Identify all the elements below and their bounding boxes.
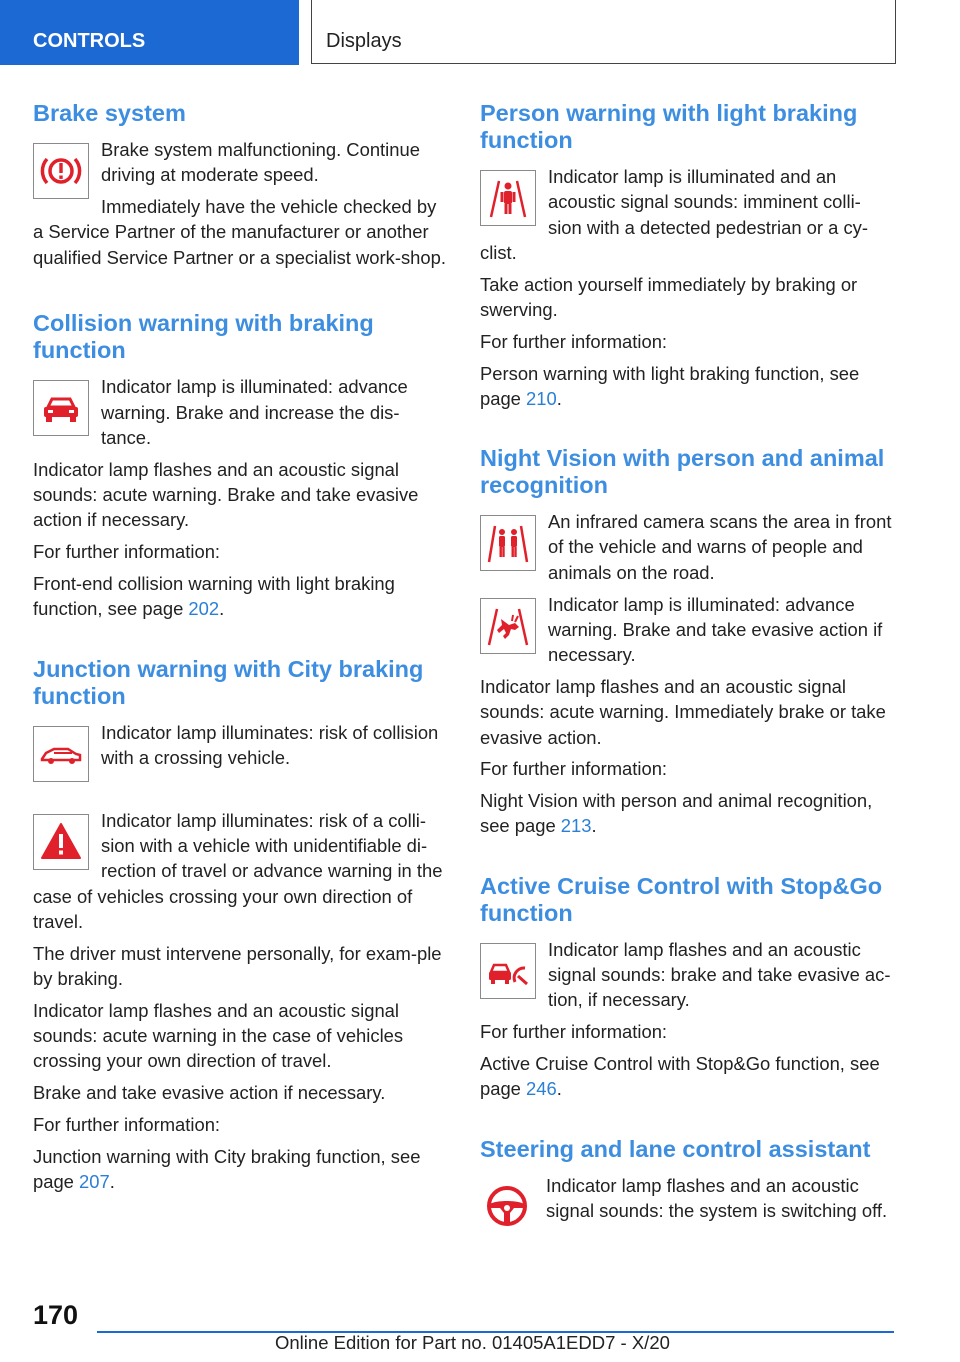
junction-warning-text-2: Indicator lamp illuminates: risk of a colli-sion with a vehicle with unidentifiable di-rection of travel or advance warning in the case of vehicles crossing your own direction of travel. [33, 809, 443, 932]
steering-wheel-icon [480, 1179, 534, 1233]
page-link-202[interactable]: 202 [188, 598, 220, 620]
left-column [33, 100, 447, 1228]
section-junction-warning [33, 656, 447, 1195]
warning-triangle-icon [33, 814, 89, 870]
cruise-control-warning-icon [480, 943, 536, 999]
animal-detection-icon [480, 598, 536, 654]
car-front-warning-icon [33, 380, 89, 436]
crossing-car-icon [33, 726, 89, 782]
active-cruise-control-text-1: Indicator lamp flashes and an acoustic signal sounds: brake and take evasive ac-tion, if necessary. [548, 938, 891, 1011]
junction-warning-text-4: Indicator lamp flashes and an acoustic signal sounds: acute warning in the case of vehicles crossing your own direction of travel. [33, 999, 404, 1072]
night-vision-text-2: Indicator lamp is illuminated: advance warning. Brake and take evasive action if necessary. [548, 593, 883, 666]
junction-warning-heading: Junction warning with City braking function [33, 655, 424, 709]
section-active-cruise-control [480, 873, 894, 1102]
person-warning-text-3: For further information: [480, 330, 668, 352]
person-warning-text-1: Indicator lamp is illuminated and an acoustic signal sounds: imminent colli-sion with a detected pedestrian or a cy-clist. [480, 166, 868, 263]
night-vision-text-4: For further information: [480, 758, 668, 780]
people-detection-icon [480, 515, 536, 571]
section-person-warning [480, 100, 894, 411]
collision-warning-text-3: For further information: [33, 541, 221, 563]
section-collision-warning [33, 310, 447, 621]
junction-warning-text-7: Junction warning with City braking function, see page 207. [33, 1145, 421, 1193]
page-link-207[interactable]: 207 [79, 1171, 110, 1193]
active-cruise-control-text-2: For further information: [480, 1021, 668, 1043]
junction-warning-text-3: The driver must intervene personally, for exam-ple by braking. [33, 942, 442, 989]
page-number: 170 [33, 1300, 79, 1330]
person-warning-text-2: Take action yourself immediately by braking or swerving. [480, 273, 858, 320]
person-warning-heading: Person warning with light braking function [480, 100, 858, 153]
section-brake-system [33, 100, 447, 276]
collision-warning-text-1: Indicator lamp is illuminated: advance warning. Brake and increase the dis-tance. [101, 376, 408, 449]
night-vision-text-1: An infrared camera scans the area in front of the vehicle and warns of people and animals on the road. [548, 511, 892, 583]
collision-warning-text-2: Indicator lamp flashes and an acoustic signal sounds: acute warning. Brake and take evasive action if necessary. [33, 458, 419, 531]
pedestrian-warning-icon [480, 170, 536, 226]
steering-assistant-text-1: Indicator lamp flashes and an acoustic signal sounds: the system is switching off. [546, 1174, 888, 1221]
collision-warning-heading: Collision warning with braking function [33, 310, 374, 364]
night-vision-heading: Night Vision with person and animal recognition [480, 445, 885, 499]
section-steering-assistant [480, 1136, 894, 1235]
night-vision-text-5: Night Vision with person and animal recognition, see page 213. [480, 790, 873, 837]
active-cruise-control-text-3: Active Cruise Control with Stop&Go function, see page 246. [480, 1052, 880, 1100]
page-link-210[interactable]: 210 [526, 387, 557, 409]
header-title-box [311, 0, 896, 64]
night-vision-text-3: Indicator lamp flashes and an acoustic signal sounds: acute warning. Immediately brake or take evasive action. [480, 675, 886, 748]
junction-warning-text-1: Indicator lamp illuminates: risk of collision with a crossing vehicle. [101, 721, 439, 768]
section-tab-label: CONTROLS [33, 30, 146, 52]
page-header-title: Displays [326, 30, 402, 52]
footer-edition: Online Edition for Part no. 01405A1EDD7 - X/20 [275, 1332, 670, 1353]
junction-warning-text-5: Brake and take evasive action if necessary. [33, 1082, 386, 1104]
section-night-vision [480, 445, 894, 839]
brake-system-heading: Brake system [33, 100, 186, 126]
brake-system-text-1: Brake system malfunctioning. Continue driving at moderate speed. [101, 139, 420, 186]
person-warning-text-4: Person warning with light braking function, see page 210. [480, 362, 860, 409]
page-link-213[interactable]: 213 [560, 815, 592, 837]
section-tab [0, 0, 299, 65]
brake-system-text-2: Immediately have the vehicle checked by a Service Partner of the manufacturer or another qualified Service Partner or a specialist work-shop. [33, 196, 446, 268]
junction-warning-text-6: For further information: [33, 1113, 221, 1135]
collision-warning-text-4: Front-end collision warning with light braking function, see page 202. [33, 573, 395, 620]
brake-warning-icon [33, 143, 89, 199]
active-cruise-control-heading: Active Cruise Control with Stop&Go function [480, 872, 883, 926]
right-column [480, 100, 894, 1269]
steering-assistant-heading: Steering and lane control assistant [480, 1135, 871, 1162]
page-link-246[interactable]: 246 [526, 1078, 557, 1100]
